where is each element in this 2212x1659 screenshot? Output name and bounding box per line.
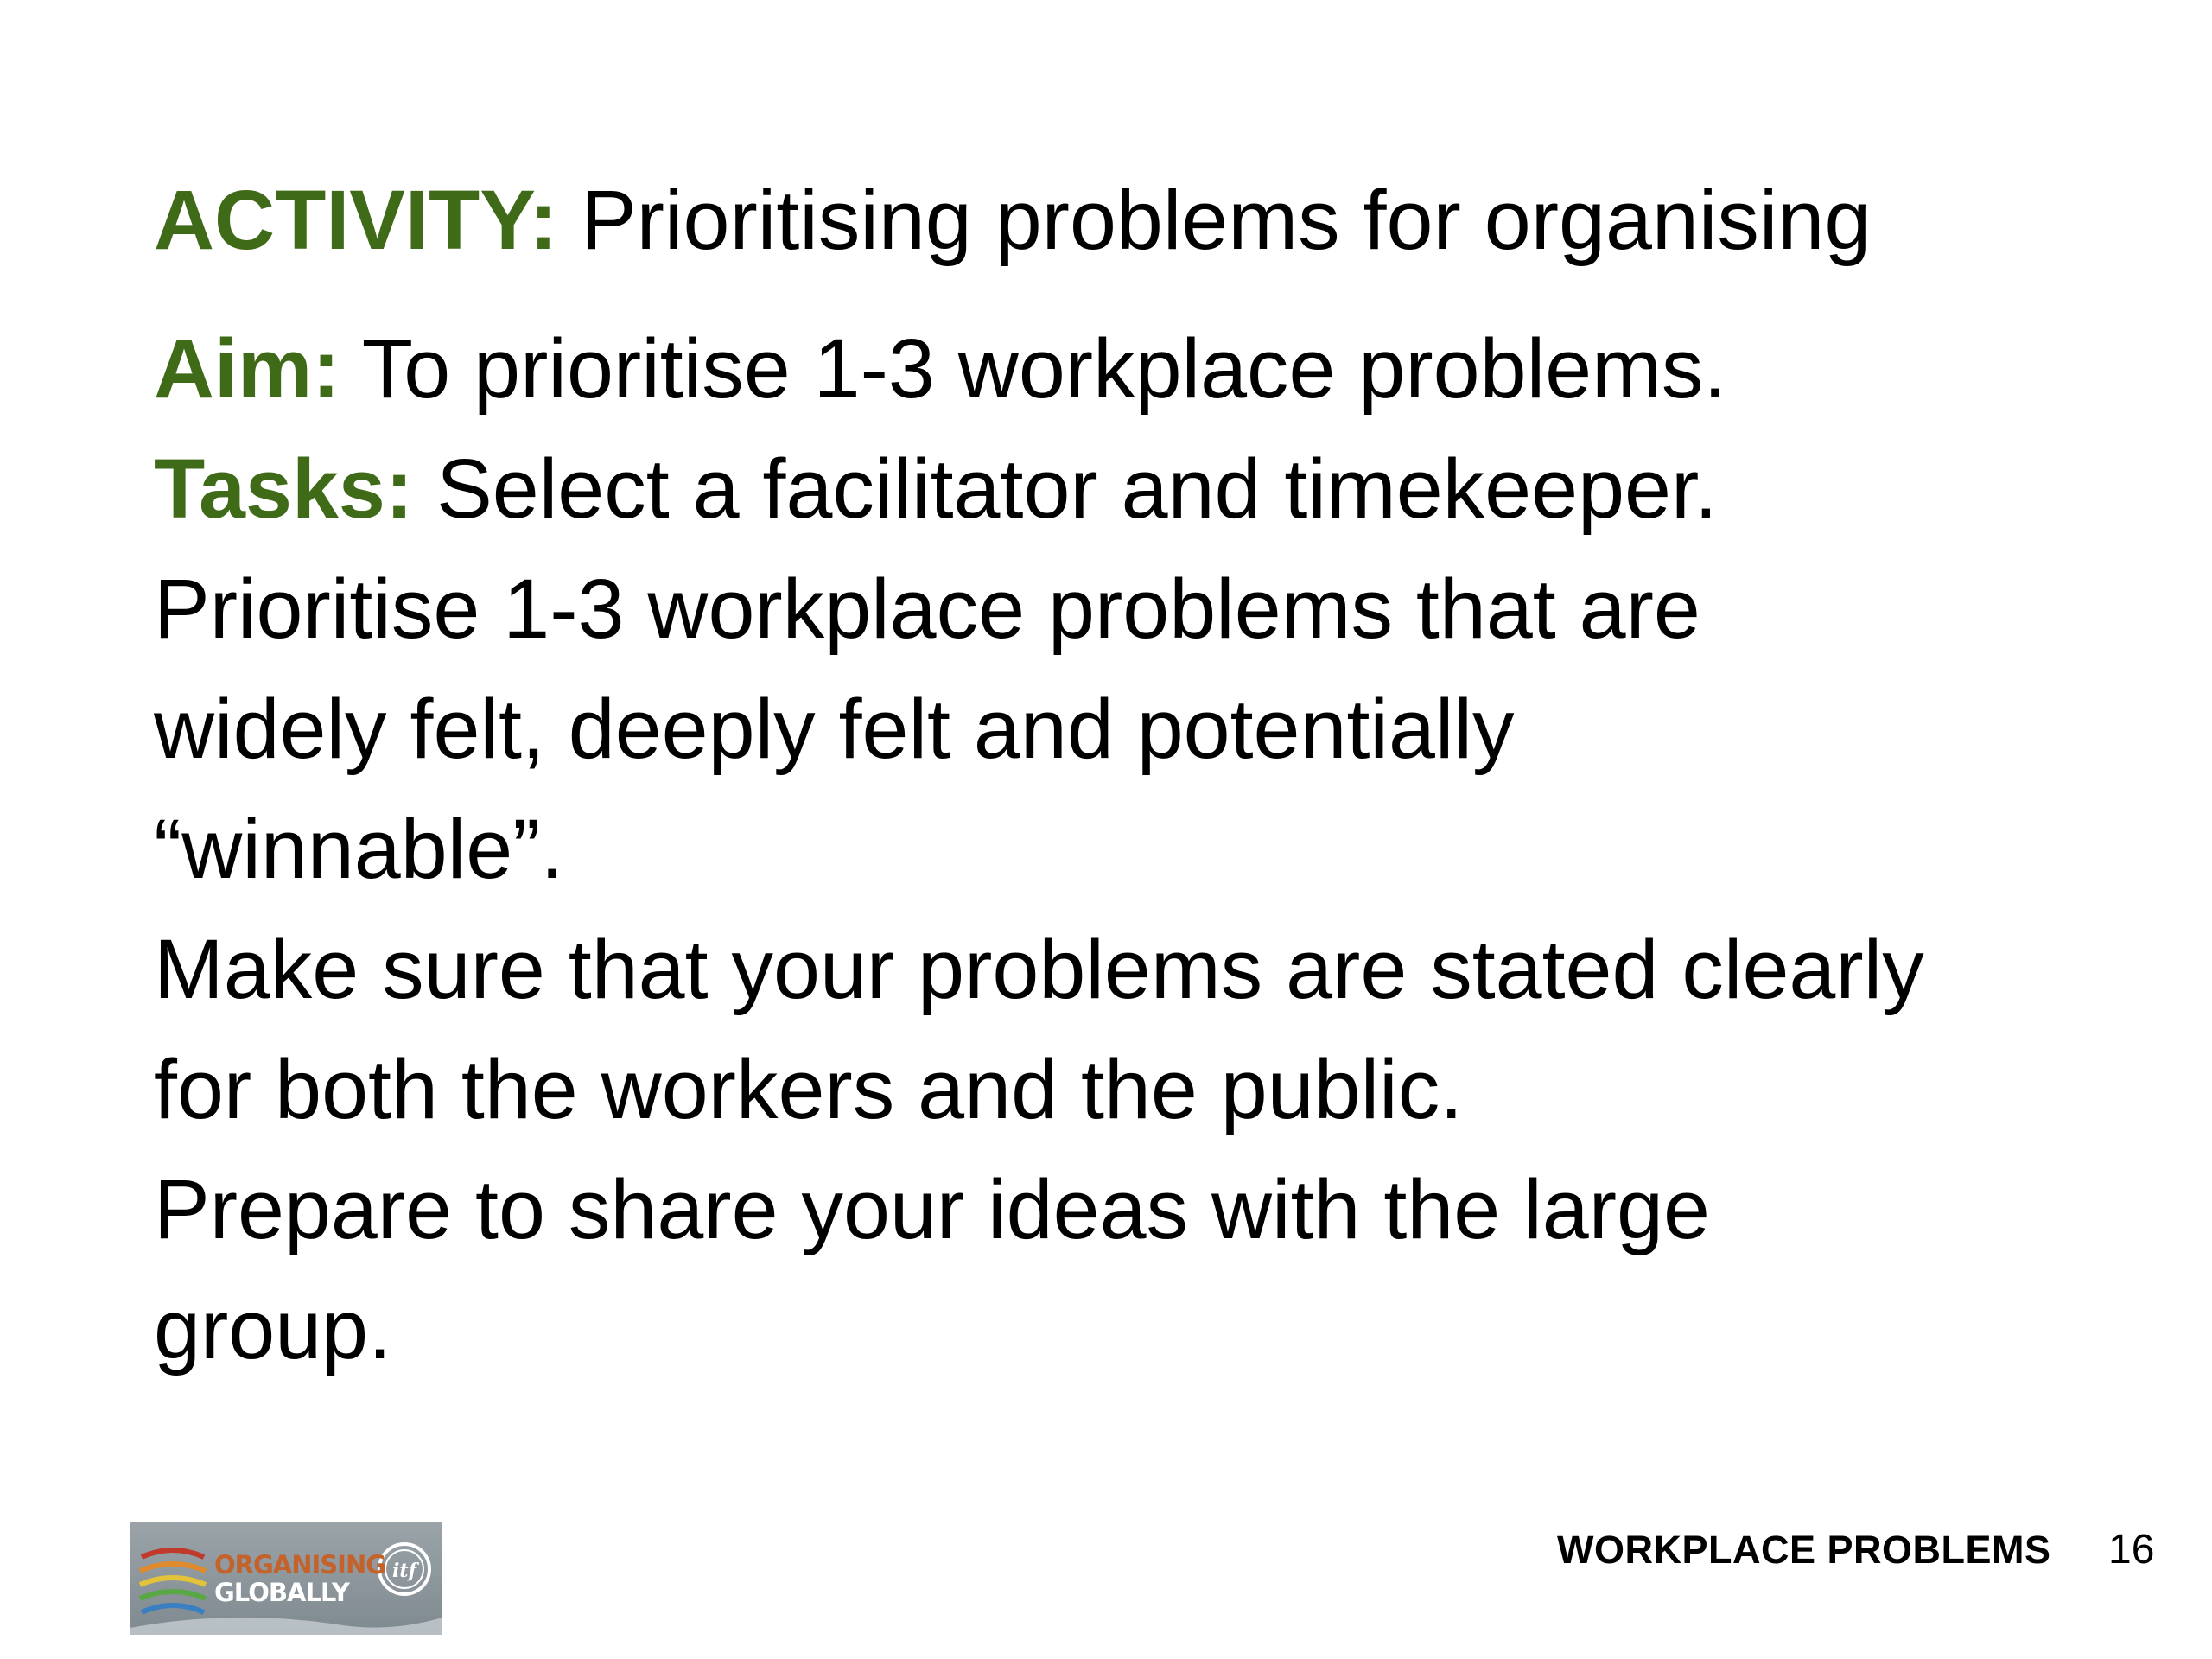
- body-line: widely felt, deeply felt and potentially: [154, 682, 1515, 776]
- activity-title: [154, 160, 2141, 280]
- tasks-text: Select a facilitator and timekeeper.: [413, 442, 1718, 536]
- aim-line: [154, 308, 2141, 429]
- tasks-label: Tasks:: [154, 442, 414, 536]
- itf-emblem: itf: [392, 1560, 416, 1582]
- organising-globally-logo: [130, 1522, 442, 1635]
- activity-label: ACTIVITY:: [154, 173, 558, 267]
- logo-text-globally: GLOBALLY: [214, 1578, 349, 1607]
- aim-label: Aim:: [154, 321, 340, 416]
- body-line: Prioritise 1-3 workplace problems that are: [154, 562, 1700, 656]
- slide-content: [154, 160, 2141, 1389]
- aim-text: To prioritise 1-3 workplace problems.: [340, 321, 1727, 416]
- page-number: 16: [2108, 1527, 2155, 1573]
- activity-title-text: Prioritising problems for organising: [557, 173, 1872, 267]
- body-line: group.: [154, 1282, 392, 1376]
- body-line: Make sure that your problems are stated clearly: [154, 922, 1924, 1016]
- body-line: for both the workers and the public.: [154, 1042, 1464, 1136]
- footer-section-label: WORKPLACE PROBLEMS: [1557, 1528, 2051, 1572]
- body-line: Prepare to share your ideas with the large: [154, 1162, 1710, 1256]
- logo-text-organising: ORGANISING: [214, 1550, 386, 1580]
- tasks-line: [154, 429, 2141, 549]
- body-line: “winnable”.: [154, 802, 564, 896]
